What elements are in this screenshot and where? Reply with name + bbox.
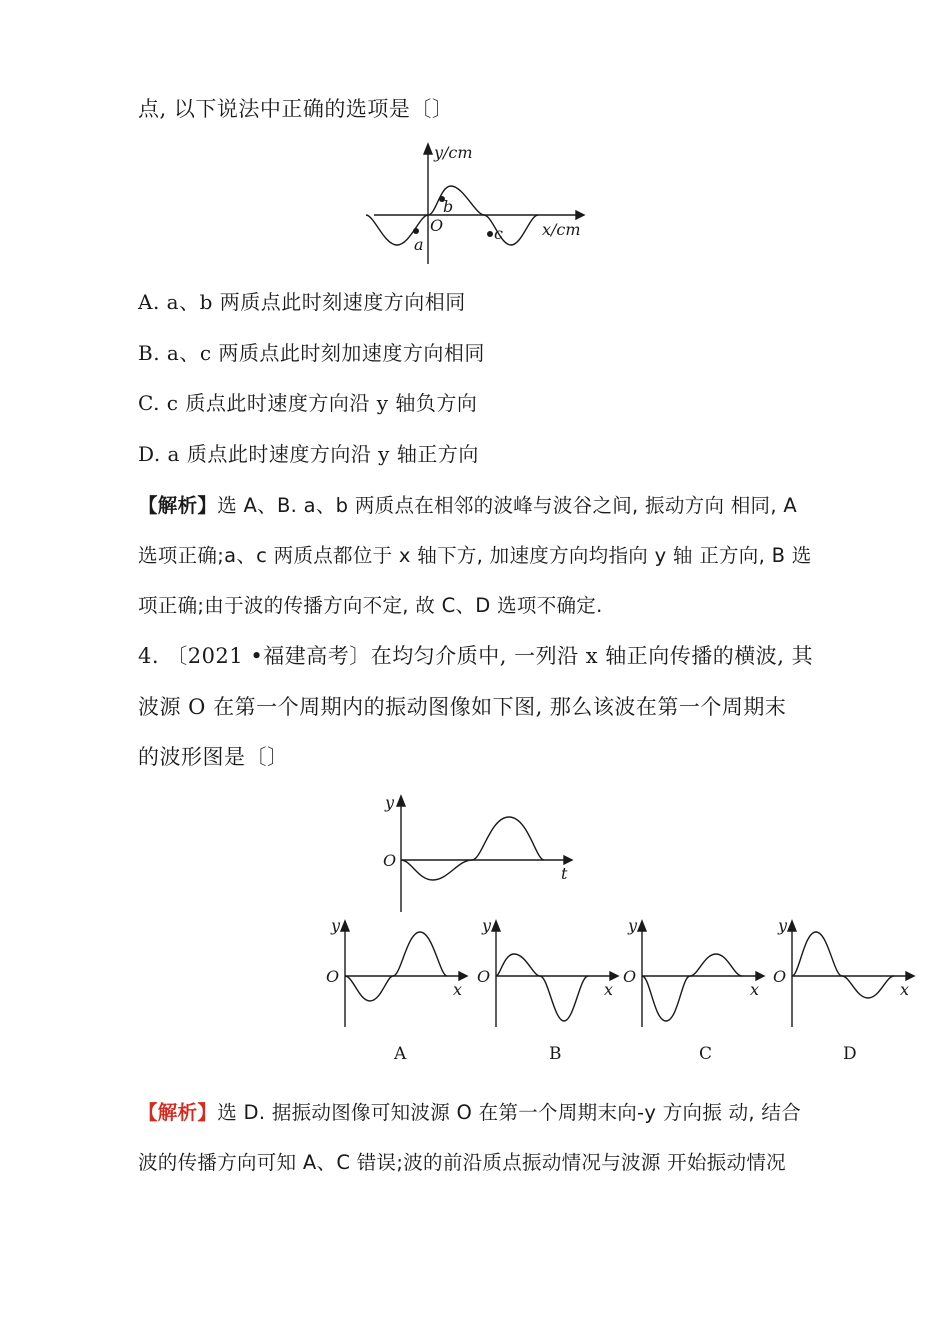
option-c: C. c 质点此时速度方向沿 y 轴负方向 xyxy=(138,391,478,415)
y-axis-label: y xyxy=(482,916,492,935)
x-axis-arrow xyxy=(459,972,467,980)
y-axis-label: y xyxy=(628,916,638,935)
question-stem-line: 点, 以下说法中正确的选项是〔〕 xyxy=(138,97,454,121)
explanation-text: 选 A、B. a、b 两质点在相邻的波峰与波谷之间, 振动方向 相同, A xyxy=(217,494,797,517)
wave-figure xyxy=(370,142,590,267)
y-axis-label: y xyxy=(331,916,341,935)
y-axis-label: y xyxy=(385,793,395,812)
y-axis-arrow xyxy=(492,921,500,931)
wave-curve xyxy=(642,954,742,1021)
point-a-dot xyxy=(413,228,419,234)
wave-curve xyxy=(496,954,588,1021)
choice-a-graph xyxy=(325,915,475,1065)
origin-label: O xyxy=(326,967,340,986)
origin-label: O xyxy=(430,216,444,235)
explanation-text: 选 D. 据振动图像可知波源 O 在第一个周期末向-y 方向振 动, 结合 xyxy=(217,1101,802,1124)
option-a: A. a、b 两质点此时刻速度方向相同 xyxy=(138,290,466,314)
point-a-label: a xyxy=(414,235,424,254)
explanation-label: 【解析】 xyxy=(138,494,218,517)
wave-curve xyxy=(345,932,447,1001)
x-axis-arrow xyxy=(610,972,618,980)
explanation-1-line-1 xyxy=(138,490,797,518)
vibration-graph xyxy=(378,792,578,914)
y-axis-arrow xyxy=(638,921,646,931)
choice-caption: B xyxy=(549,1044,562,1064)
question-4-line-3: 的波形图是〔〕 xyxy=(138,745,289,769)
origin-label: O xyxy=(623,967,637,986)
explanation-1-line-2: 选项正确;a、c 两质点都位于 x 轴下方, 加速度方向均指向 y 轴 正方向, B 选 xyxy=(138,544,812,567)
t-axis-label: t xyxy=(561,864,568,883)
x-axis-arrow xyxy=(756,972,764,980)
t-axis-arrow xyxy=(564,856,572,864)
explanation-2-line-2: 波的传播方向可知 A、C 错误;波的前沿质点振动情况与波源 开始振动情况 xyxy=(138,1151,786,1174)
y-axis-label: y/cm xyxy=(434,143,473,162)
x-axis-label: x xyxy=(604,980,614,999)
choice-caption: C xyxy=(699,1044,713,1064)
explanation-1-line-3: 项正确;由于波的传播方向不定, 故 C、D 选项不确定. xyxy=(138,594,603,617)
origin-label: O xyxy=(773,967,787,986)
origin-label: O xyxy=(383,851,397,870)
choice-caption: A xyxy=(394,1044,407,1064)
question-4-line-1: 4. 〔2021 •福建高考〕在均匀介质中, 一列沿 x 轴正向传播的横波, 其 xyxy=(138,644,814,668)
x-axis-label: x xyxy=(453,980,463,999)
point-c-label: c xyxy=(494,224,503,243)
y-axis-arrow xyxy=(424,144,432,154)
option-b: B. a、c 两质点此时刻加速度方向相同 xyxy=(138,341,485,365)
choice-d-graph xyxy=(772,915,922,1065)
explanation-label: 【解析】 xyxy=(138,1101,218,1124)
vibration-curve xyxy=(401,817,544,880)
choice-b-graph xyxy=(476,915,626,1065)
origin-label: O xyxy=(477,967,491,986)
explanation-2-line-1 xyxy=(138,1097,801,1125)
y-axis-arrow xyxy=(397,796,405,806)
x-axis-label: x xyxy=(750,980,760,999)
x-axis-label: x/cm xyxy=(542,220,581,239)
point-c-dot xyxy=(487,231,493,237)
option-d: D. a 质点此时速度方向沿 y 轴正方向 xyxy=(138,442,479,466)
y-axis-arrow xyxy=(788,921,796,931)
x-axis-arrow xyxy=(576,211,584,219)
question-4-line-2: 波源 O 在第一个周期内的振动图像如下图, 那么该波在第一个周期末 xyxy=(138,695,787,719)
y-axis-label: y xyxy=(778,916,788,935)
point-b-label: b xyxy=(443,197,454,216)
x-axis-label: x xyxy=(900,980,910,999)
x-axis-arrow xyxy=(906,972,914,980)
choice-caption: D xyxy=(843,1044,857,1064)
y-axis-arrow xyxy=(341,921,349,931)
wave-curve xyxy=(792,932,894,998)
choice-c-graph xyxy=(622,915,772,1065)
